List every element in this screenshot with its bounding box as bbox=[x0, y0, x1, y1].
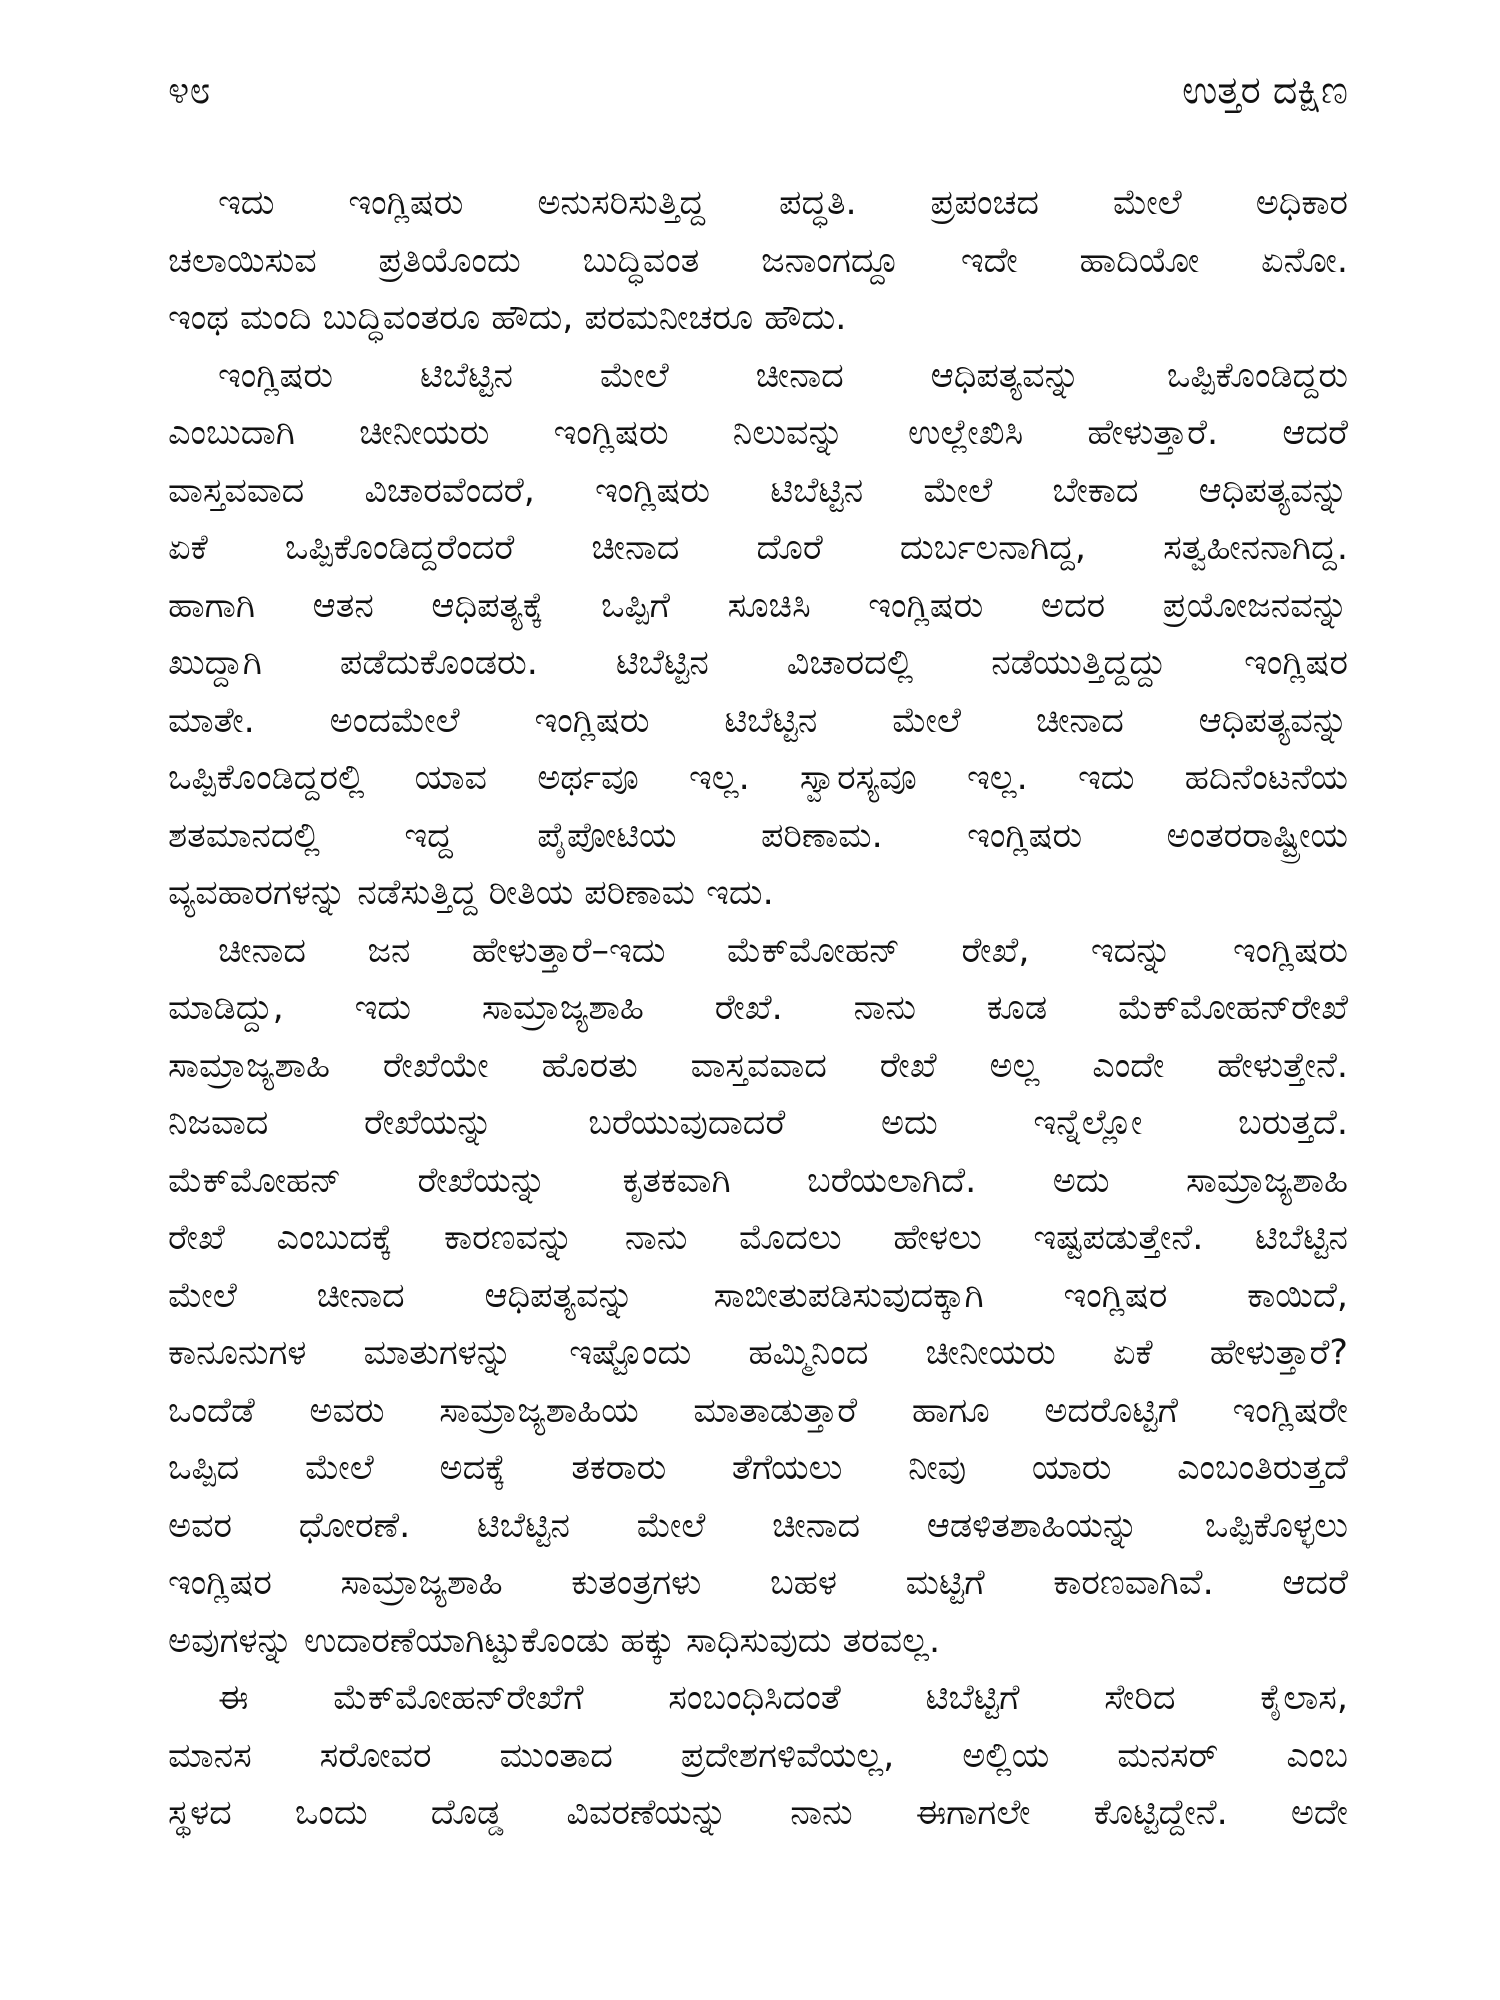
paragraph bbox=[168, 175, 1348, 348]
text-line: ಒಪ್ಪಿದ ಮೇಲೆ ಅದಕ್ಕೆ ತಕರಾರು ತೆಗೆಯಲು ನೀವು ಯಾರು ಎಂಬಂತಿರುತ್ತದೆ bbox=[168, 1448, 1348, 1488]
text-line: ನಿಜವಾದ ರೇಖೆಯನ್ನು ಬರೆಯುವುದಾದರೆ ಅದು ಇನ್ನೆಲ್ಲೋ ಬರುತ್ತದೆ. bbox=[168, 1103, 1348, 1143]
text-line: ಚಲಾಯಿಸುವ ಪ್ರತಿಯೊಂದು ಬುದ್ಧಿವಂತ ಜನಾಂಗದ್ದೂ ಇದೇ ಹಾದಿಯೋ ಏನೋ. bbox=[168, 240, 1348, 281]
text-line: ಎಂಬುದಾಗಿ ಚೀನೀಯರು ಇಂಗ್ಲಿಷರು ನಿಲುವನ್ನು ಉಲ್ಲೇಖಿಸಿ ಹೇಳುತ್ತಾರೆ. ಆದರೆ bbox=[168, 413, 1348, 453]
text-line: ಹಾಗಾಗಿ ಆತನ ಆಧಿಪತ್ಯಕ್ಕೆ ಒಪ್ಪಿಗೆ ಸೂಚಿಸಿ ಇಂಗ್ಲಿಷರು ಅದರ ಪ್ರಯೋಜನವನ್ನು bbox=[168, 585, 1348, 626]
text-line: ಶತಮಾನದಲ್ಲಿ ಇದ್ದ ಪೈಪೋಟಿಯ ಪರಿಣಾಮ. ಇಂಗ್ಲಿಷರು ಅಂತರರಾಷ್ಟ್ರೀಯ bbox=[168, 815, 1348, 856]
page-header bbox=[168, 60, 1348, 120]
paragraph bbox=[168, 1670, 1348, 1843]
text-line: ಅವುಗಳನ್ನು ಉದಾರಣೆಯಾಗಿಟ್ಟುಕೊಂಡು ಹಕ್ಕು ಸಾಧಿಸುವುದು ತರವಲ್ಲ. bbox=[168, 1620, 941, 1661]
text-line: ಏಕೆ ಒಪ್ಪಿಕೊಂಡಿದ್ದರೆಂದರೆ ಚೀನಾದ ದೊರೆ ದುರ್ಬಲನಾಗಿದ್ದ, ಸತ್ವಹೀನನಾಗಿದ್ದ. bbox=[168, 528, 1348, 568]
text-line: ಒಂದೆಡೆ ಅವರು ಸಾಮ್ರಾಜ್ಯಶಾಹಿಯ ಮಾತಾಡುತ್ತಾರೆ ಹಾಗೂ ಅದರೊಟ್ಟಿಗೆ ಇಂಗ್ಲಿಷರೇ bbox=[168, 1390, 1348, 1431]
text-line: ಸ್ಥಳದ ಒಂದು ದೊಡ್ಡ ವಿವರಣೆಯನ್ನು ನಾನು ಈಗಾಗಲೇ ಕೊಟ್ಟಿದ್ದೇನೆ. ಅದೇ bbox=[168, 1793, 1348, 1833]
text-line: ಖುದ್ದಾಗಿ ಪಡೆದುಕೊಂಡರು. ಟಿಬೆಟ್ಟಿನ ವಿಚಾರದಲ್ಲಿ ನಡೆಯುತ್ತಿದ್ದದ್ದು ಇಂಗ್ಲಿಷರ bbox=[168, 643, 1348, 683]
text-line: ವ್ಯವಹಾರಗಳನ್ನು ನಡೆಸುತ್ತಿದ್ದ ರೀತಿಯ ಪರಿಣಾಮ ಇದು. bbox=[168, 873, 774, 913]
text-line: ರೇಖೆ ಎಂಬುದಕ್ಕೆ ಕಾರಣವನ್ನು ನಾನು ಮೊದಲು ಹೇಳಲು ಇಷ್ಟಪಡುತ್ತೇನೆ. ಟಿಬೆಟ್ಟಿನ bbox=[168, 1218, 1348, 1258]
text-line: ಮಾಡಿದ್ದು, ಇದು ಸಾಮ್ರಾಜ್ಯಶಾಹಿ ರೇಖೆ. ನಾನು ಕೂಡ ಮೆಕ್‌ಮೋಹನ್‌ರೇಖೆ bbox=[168, 988, 1348, 1028]
text-line: ವಾಸ್ತವವಾದ ವಿಚಾರವೆಂದರೆ, ಇಂಗ್ಲಿಷರು ಟಿಬೆಟ್ಟಿನ ಮೇಲೆ ಬೇಕಾದ ಆಧಿಪತ್ಯವನ್ನು bbox=[168, 470, 1348, 511]
text-line: ಇದು ಇಂಗ್ಲಿಷರು ಅನುಸರಿಸುತ್ತಿದ್ದ ಪದ್ಧತಿ. ಪ್ರಪಂಚದ ಮೇಲೆ ಅಧಿಕಾರ bbox=[218, 183, 1348, 223]
page-number: ೪೮ bbox=[168, 68, 211, 112]
text-line: ಒಪ್ಪಿಕೊಂಡಿದ್ದರಲ್ಲಿ ಯಾವ ಅರ್ಥವೂ ಇಲ್ಲ. ಸ್ವಾರಸ್ಯವೂ ಇಲ್ಲ. ಇದು ಹದಿನೆಂಟನೆಯ bbox=[168, 758, 1348, 798]
text-line: ಇಂಗ್ಲಿಷರು ಟಿಬೆಟ್ಟಿನ ಮೇಲೆ ಚೀನಾದ ಆಧಿಪತ್ಯವನ್ನು ಒಪ್ಪಿಕೊಂಡಿದ್ದರು bbox=[218, 355, 1348, 396]
text-line: ಮಾತೇ. ಅಂದಮೇಲೆ ಇಂಗ್ಲಿಷರು ಟಿಬೆಟ್ಟಿನ ಮೇಲೆ ಚೀನಾದ ಆಧಿಪತ್ಯವನ್ನು bbox=[168, 700, 1348, 741]
text-line: ಅವರ ಧೋರಣೆ. ಟಿಬೆಟ್ಟಿನ ಮೇಲೆ ಚೀನಾದ ಆಡಳಿತಶಾಹಿಯನ್ನು ಒಪ್ಪಿಕೊಳ್ಳಲು bbox=[168, 1505, 1348, 1546]
book-page bbox=[168, 60, 1348, 1960]
text-line: ಮಾನಸ ಸರೋವರ ಮುಂತಾದ ಪ್ರದೇಶಗಳಿವೆಯಲ್ಲ, ಅಲ್ಲಿಯ ಮನಸರ್ ಎಂಬ bbox=[168, 1735, 1348, 1776]
text-line: ಈ ಮೆಕ್‌ಮೋಹನ್‌ರೇಖೆಗೆ ಸಂಬಂಧಿಸಿದಂತೆ ಟಿಬೆಟ್ಟಿಗೆ ಸೇರಿದ ಕೈಲಾಸ, bbox=[218, 1678, 1348, 1718]
body-text bbox=[168, 175, 1348, 1843]
text-line: ಇಂಗ್ಲಿಷರ ಸಾಮ್ರಾಜ್ಯಶಾಹಿ ಕುತಂತ್ರಗಳು ಬಹಳ ಮಟ್ಟಿಗೆ ಕಾರಣವಾಗಿವೆ. ಆದರೆ bbox=[168, 1563, 1348, 1603]
paragraph bbox=[168, 923, 1348, 1671]
text-line: ಚೀನಾದ ಜನ ಹೇಳುತ್ತಾರೆ–ಇದು ಮೆಕ್‌ಮೋಹನ್ ರೇಖೆ, ಇದನ್ನು ಇಂಗ್ಲಿಷರು bbox=[218, 930, 1348, 971]
text-line: ಇಂಥ ಮಂದಿ ಬುದ್ಧಿವಂತರೂ ಹೌದು, ಪರಮನೀಚರೂ ಹೌದು. bbox=[168, 298, 847, 338]
text-line: ಸಾಮ್ರಾಜ್ಯಶಾಹಿ ರೇಖೆಯೇ ಹೊರತು ವಾಸ್ತವವಾದ ರೇಖೆ ಅಲ್ಲ ಎಂದೇ ಹೇಳುತ್ತೇನೆ. bbox=[168, 1045, 1348, 1086]
text-line: ಮೆಕ್‌ಮೋಹನ್ ರೇಖೆಯನ್ನು ಕೃತಕವಾಗಿ ಬರೆಯಲಾಗಿದೆ. ಅದು ಸಾಮ್ರಾಜ್ಯಶಾಹಿ bbox=[168, 1160, 1348, 1201]
running-title: ಉತ್ತರ ದಕ್ಷಿಣ bbox=[1182, 68, 1348, 112]
text-line: ಕಾನೂನುಗಳ ಮಾತುಗಳನ್ನು ಇಷ್ಟೊಂದು ಹಮ್ಮಿನಿಂದ ಚೀನೀಯರು ಏಕೆ ಹೇಳುತ್ತಾರೆ? bbox=[168, 1333, 1348, 1373]
paragraph bbox=[168, 348, 1348, 923]
text-line: ಮೇಲೆ ಚೀನಾದ ಆಧಿಪತ್ಯವನ್ನು ಸಾಬೀತುಪಡಿಸುವುದಕ್ಕಾಗಿ ಇಂಗ್ಲಿಷರ ಕಾಯಿದೆ, bbox=[168, 1275, 1348, 1316]
